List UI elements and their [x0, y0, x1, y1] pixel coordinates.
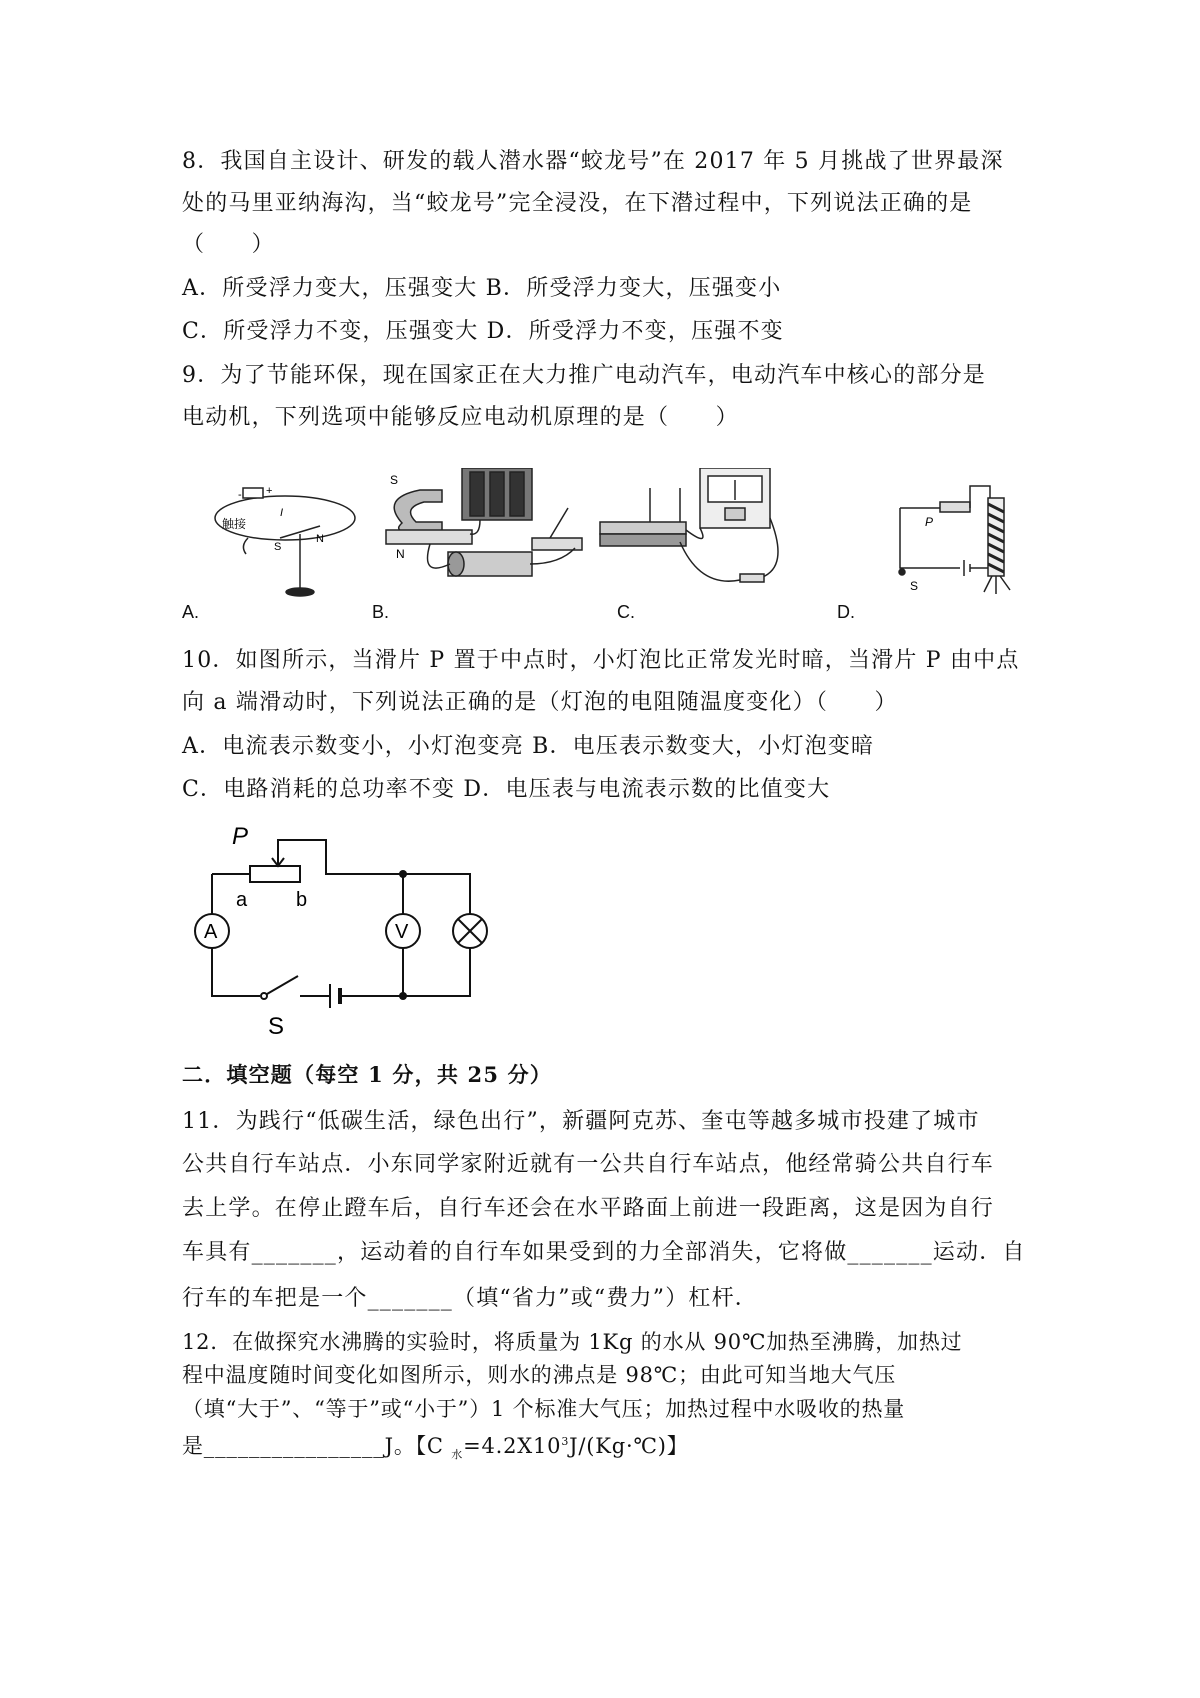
- junction-top: [399, 870, 407, 878]
- q12-sub-water: 水: [451, 1448, 464, 1462]
- q9-line-1: 9．为了节能环保，现在国家正在大力推广电动汽车，电动汽车中核心的部分是: [182, 363, 986, 388]
- fig-a-plus: +: [266, 485, 273, 497]
- q11-line-1: 11．为践行“低碳生活，绿色出行”，新疆阿克苏、奎屯等越多城市投建了城市: [182, 1109, 980, 1134]
- terminal-a-label: a: [236, 889, 248, 911]
- q12-line-4-end: J/(Kg·℃)】: [569, 1434, 689, 1458]
- q9-figure-b: [386, 468, 582, 576]
- q10-options-cd: C．电路消耗的总功率不变 D．电压表与电流表示数的比值变大: [182, 777, 831, 802]
- q8-options-cd: C．所受浮力不变，压强变大 D．所受浮力不变，压强不变: [182, 319, 784, 344]
- fig-a-n-label: N: [316, 533, 324, 545]
- q9-figure-c: [600, 468, 778, 582]
- junction-bottom: [399, 992, 407, 1000]
- fig-d-s-label: S: [910, 579, 919, 593]
- q10-line-1: 10．如图所示，当滑片 P 置于中点时，小灯泡比正常发光时暗，当滑片 P 由中点: [182, 648, 1020, 673]
- fig-a-touch-label: 触接: [222, 517, 247, 531]
- q10-line-2: 向 a 端滑动时，下列说法正确的是（灯泡的电阻随温度变化）（ ）: [182, 690, 898, 715]
- q9-option-b-label: B.: [372, 602, 390, 622]
- fig-a-current-label: I: [280, 507, 284, 519]
- q9-option-c-label: C.: [617, 602, 635, 622]
- q8-line-2: 处的马里亚纳海沟，当“蛟龙号”完全浸没，在下潜过程中，下列说法正确的是: [182, 191, 973, 216]
- fig-a-s-label: S: [274, 541, 282, 553]
- voltmeter-label: V: [395, 921, 409, 943]
- ammeter-label: A: [204, 921, 218, 943]
- q9-option-a-label: A.: [182, 602, 200, 622]
- q10-circuit-diagram: [180, 824, 520, 1034]
- q9-figures: [180, 468, 1180, 628]
- q12-sup-exp: 3: [561, 1435, 570, 1448]
- fig-a-minus: -: [238, 489, 242, 501]
- q8-options-ab: A．所受浮力变大，压强变大 B．所受浮力变大，压强变小: [182, 276, 782, 301]
- slider-p-label: P: [232, 824, 249, 850]
- q8-line-3: （ ）: [182, 232, 275, 257]
- q9-line-2: 电动机，下列选项中能够反应电动机原理的是（ ）: [182, 405, 739, 430]
- q12-line-4: [182, 1428, 689, 1469]
- fig-d-p-label: P: [925, 515, 934, 529]
- q9-figure-d: [899, 486, 1010, 594]
- q9-figure-a: [215, 488, 355, 596]
- lamp-icon: [453, 914, 487, 948]
- fig-b-n-label: N: [396, 547, 405, 561]
- q11-line-4: 车具有_______，运动着的自行车如果受到的力全部消失，它将做_______运动．自: [182, 1240, 1026, 1265]
- q11-line-3: 去上学。在停止蹬车后，自行车还会在水平路面上前进一段距离，这是因为自行: [182, 1196, 995, 1221]
- q12-line-1: 12．在做探究水沸腾的实验时，将质量为 1Kg 的水从 90℃加热至沸腾，加热过: [182, 1330, 963, 1354]
- q11-line-2: 公共自行车站点．小东同学家附近就有一公共自行车站点，他经常骑公共自行车: [182, 1152, 995, 1177]
- terminal-b-label: b: [296, 889, 308, 911]
- q12-line-4-start: 是________________J。【C: [182, 1434, 452, 1458]
- q8-line-1: 8．我国自主设计、研发的载人潜水器“蛟龙号”在 2017 年 5 月挑战了世界最深: [182, 149, 1004, 174]
- switch-s-label: S: [268, 1013, 285, 1034]
- q12-line-2: 程中温度随时间变化如图所示，则水的沸点是 98℃；由此可知当地大气压: [182, 1363, 897, 1387]
- q11-line-5: 行车的车把是一个_______（填“省力”或“费力”）杠杆．: [182, 1286, 758, 1311]
- q9-option-d-label: D.: [837, 602, 855, 622]
- q12-line-3: （填“大于”、“等于”或“小于”）1 个标准大气压；加热过程中水吸收的热量: [182, 1397, 906, 1421]
- q10-options-ab: A．电流表示数变小，小灯泡变亮 B．电压表示数变大，小灯泡变暗: [182, 734, 875, 759]
- section-2-title: 二．填空题（每空 1 分，共 25 分）: [182, 1062, 553, 1087]
- q12-line-4-mid: =4.2X10: [463, 1434, 562, 1458]
- fig-b-s-label: S: [390, 473, 399, 487]
